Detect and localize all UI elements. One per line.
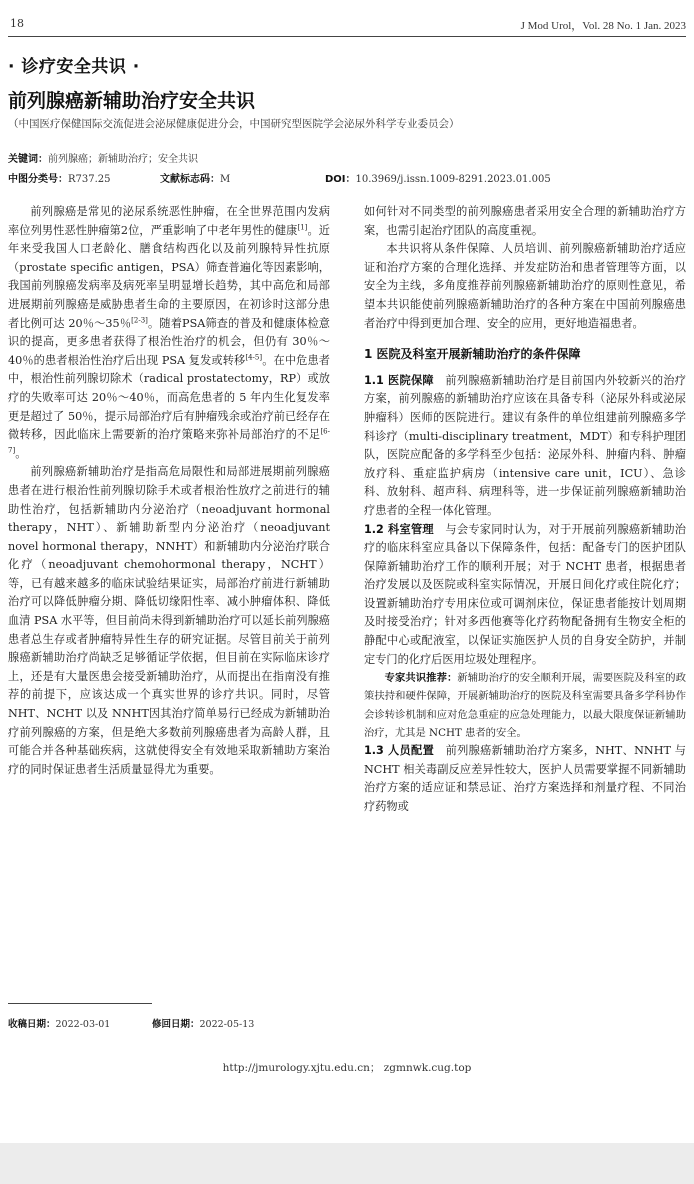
intro-paragraph-4: 本共识将从条件保障、人员培训、前列腺癌新辅助治疗适应证和治疗方案的合理化选择、并发症防治和患者管理等方面，以安全为主线，多角度推荐前列腺癌新辅助治疗的原则性意见，希望本共识能使前列腺癌新辅助治疗的各种方案在中国前列腺癌患者治疗中得到更加合理、安全的应用，更好地造福患者。 <box>364 242 686 330</box>
text-segment: 前列腺癌是常见的泌尿系统恶性肿瘤，在全世界范围内发病率位列男性恶性肿瘤第2位，严重影响了中老年男性的健康 <box>8 205 330 237</box>
subsection-1-1 <box>364 372 686 521</box>
citation[interactable]: [6-7] <box>8 427 330 454</box>
recommendation-label: 专家共识推荐： <box>384 672 458 685</box>
recommendation-text: 新辅助治疗的安全顺利开展，需要医院及科室的政策扶持和硬件保障，开展新辅助治疗的医院及科室需要具备多学科协作会诊转诊机制和应对危急重症的应急处理能力，以最大限度保证新辅助治疗，尤其是 NCHT 患者的安全。 <box>364 672 687 739</box>
text-segment: 。在中危患者中，根治性前列腺切除术（radical prostatectomy，RP）或放疗的失败率可达 20％～40％，而高危患者的 5 年内生化复发率更是超过了 50％，提示局部治疗后有肿瘤残余或治疗前已经存在微转移，因此临床上需要新的治疗策略来弥补局部治疗的不足 <box>8 353 330 442</box>
revised-value: 2022-05-13 <box>199 1019 255 1030</box>
citation[interactable]: [1] <box>297 222 308 231</box>
text-segment: 。近年来受我国人口老龄化、膳食结构西化以及前列腺特异性抗原（prostate specific antigen，PSA）筛查普遍化等因素影响，我国前列腺癌发病率及病死率呈明显增长趋势，其中高危和局部进展期前列腺癌是威胁患者生命的主要原因，在初诊时这部分患者比例可达 20％～35％ <box>8 223 330 330</box>
revised-date <box>152 1016 254 1030</box>
doi-link[interactable]: 10.3969/j.issn.1009-8291.2023.01.005 <box>355 174 551 185</box>
subsection-1-1-text: 前列腺癌新辅助治疗是目前国内外较新兴的治疗方案，前列腺癌的新辅助治疗应该在具备专科（泌尿外科或泌尿肿瘤科）医师的医院进行。建议有条件的单位组建前列腺癌多学科诊疗（multi-disciplinary treatment，MDT）和专科护理团队，医院应配备的多学科至少包括：泌尿外科、肿瘤内科、肿瘤放疗科、重症监护病房（intensive care unit，ICU）、急诊科、放射科、超声科、病理科等，进一步保证前列腺癌新辅助治疗患者的全程一体化管理。 <box>364 373 686 517</box>
citation[interactable]: [4-5] <box>245 353 263 362</box>
footnote-rule <box>8 1003 152 1004</box>
clc-line <box>8 170 111 185</box>
subsection-1-3 <box>364 742 686 816</box>
left-column <box>8 203 330 779</box>
intro-paragraph-1 <box>8 203 330 463</box>
received-label: 收稿日期： <box>8 1019 56 1030</box>
received-date <box>8 1016 110 1030</box>
right-column <box>364 203 686 816</box>
footer-url[interactable]: http://jmurology.xjtu.edu.cn； zgmnwk.cug.top <box>222 1062 472 1074</box>
citation[interactable]: [2-3] <box>131 315 148 324</box>
subsection-1-2 <box>364 521 686 670</box>
subsection-1-3-label: 1.3 人员配置 <box>364 744 435 758</box>
text-segment: 。 <box>15 446 27 460</box>
doi-line <box>325 170 551 185</box>
column-title: · 诊疗安全共识 · <box>8 57 140 77</box>
revised-label: 修回日期： <box>152 1019 200 1030</box>
page-number: 18 <box>10 17 24 30</box>
text-segment: 。随着PSA筛查的普及和健康体检意识的提高，更多患者获得了根治性治疗的机会，但仍有 30％～40％的患者根治性治疗后出现 PSA 复发或转移 <box>8 316 330 367</box>
document-code: M <box>220 174 231 185</box>
subsection-1-1-label: 1.1 医院保障 <box>364 373 434 387</box>
intro-paragraph-3: 如何针对不同类型的前列腺癌患者采用安全合理的新辅助治疗方案，也需引起治疗团队的高度重视。 <box>364 205 686 237</box>
subsection-1-2-label: 1.2 科室管理 <box>364 522 434 536</box>
subsection-1-2-text: 与会专家同时认为，对于开展前列腺癌新辅助治疗的临床科室应具备以下保障条件，包括：配备专门的医护团队保障新辅助治疗工作的顺利开展；对于 NCHT 患者，根据患者治疗发展以及医院或科室实际情况，开展日间化疗或住院化疗；设置新辅助治疗专用床位或可调剂床位，保证患者能按计划周期及时接受治疗；针对多西他赛等化疗药物配备拥有生物安全柜的静配中心或配液室，以保证实施医护人员的自身安全防护，并制定专门的化疗后医用垃圾处理程序。 <box>364 522 686 666</box>
section-1-heading: 1 医院及科室开展新辅助治疗的条件保障 <box>364 347 581 362</box>
expert-recommendation <box>364 669 686 742</box>
article-authors: （中国医疗保健国际交流促进会泌尿健康促进分会，中国研究型医院学会泌尿外科学专业委员会） <box>8 118 460 130</box>
header-rule <box>8 36 686 37</box>
document-code-line <box>160 170 230 185</box>
intro-paragraph-2: 前列腺癌新辅助治疗是指高危局限性和局部进展期前列腺癌患者在进行根治性前列腺切除手术或者根治性放疗之前进行的辅助性治疗，包括新辅助内分泌治疗（neoadjuvant hormonal therapy，NHT）、新辅助新型内分泌治疗（neoadjuvant novel hormonal therapy，NNHT）和新辅助内分泌治疗联合化疗（neoadjuvant chemohormonal therapy，NCHT）等，已有越来越多的临床试验结果证实，局部治疗前进行新辅助治疗可以降低肿瘤分期、降低切缘阳性率、减小肿瘤体积、降低血清 PSA 水平等，但目前尚未得到新辅助治疗可以延长前列腺癌患者总生存或者肿瘤特异性生存的研究证据。尽管目前关于前列腺癌新辅助治疗尚缺乏足够循证学依据，但目前在实际临床诊疗上，还是有大量医患会接受新辅助治疗，从而提出在指南没有推荐的前提下，应该达成一个真实世界的诊疗共识。同时，尽管 NHT、NCHT 以及 NNHT因其治疗简单易行已经成为新辅助治疗前列腺癌的方案，但是绝大多数前列腺癌患者为高龄人群，且可能合并各种基础疾病，这就使得安全有效地采取新辅助方案治疗的同时保证患者生活质量显得尤为重要。 <box>8 465 330 776</box>
keywords-label: 关键词： <box>8 154 48 165</box>
clc-code: R737.25 <box>68 174 111 185</box>
doi-label: DOI： <box>325 174 356 185</box>
received-value: 2022-03-01 <box>55 1019 111 1030</box>
document-code-label: 文献标志码： <box>160 174 220 185</box>
subsection-1-3-text: 前列腺癌新辅助治疗方案多，NHT、NNHT 与 NCHT 相关毒副反应差异性较大，医护人员需要掌握不同新辅助治疗方案的适应证和禁忌证、治疗方案选择和剂量疗程、不同治疗药物或 <box>364 744 686 813</box>
journal-info: J Mod Urol，Vol. 28 No. 1 Jan. 2023 <box>520 20 686 32</box>
keywords-line <box>8 150 198 165</box>
clc-label: 中图分类号： <box>8 174 68 185</box>
article-title: 前列腺癌新辅助治疗安全共识 <box>8 90 256 112</box>
keywords: 前列腺癌；新辅助治疗；安全共识 <box>48 154 198 165</box>
